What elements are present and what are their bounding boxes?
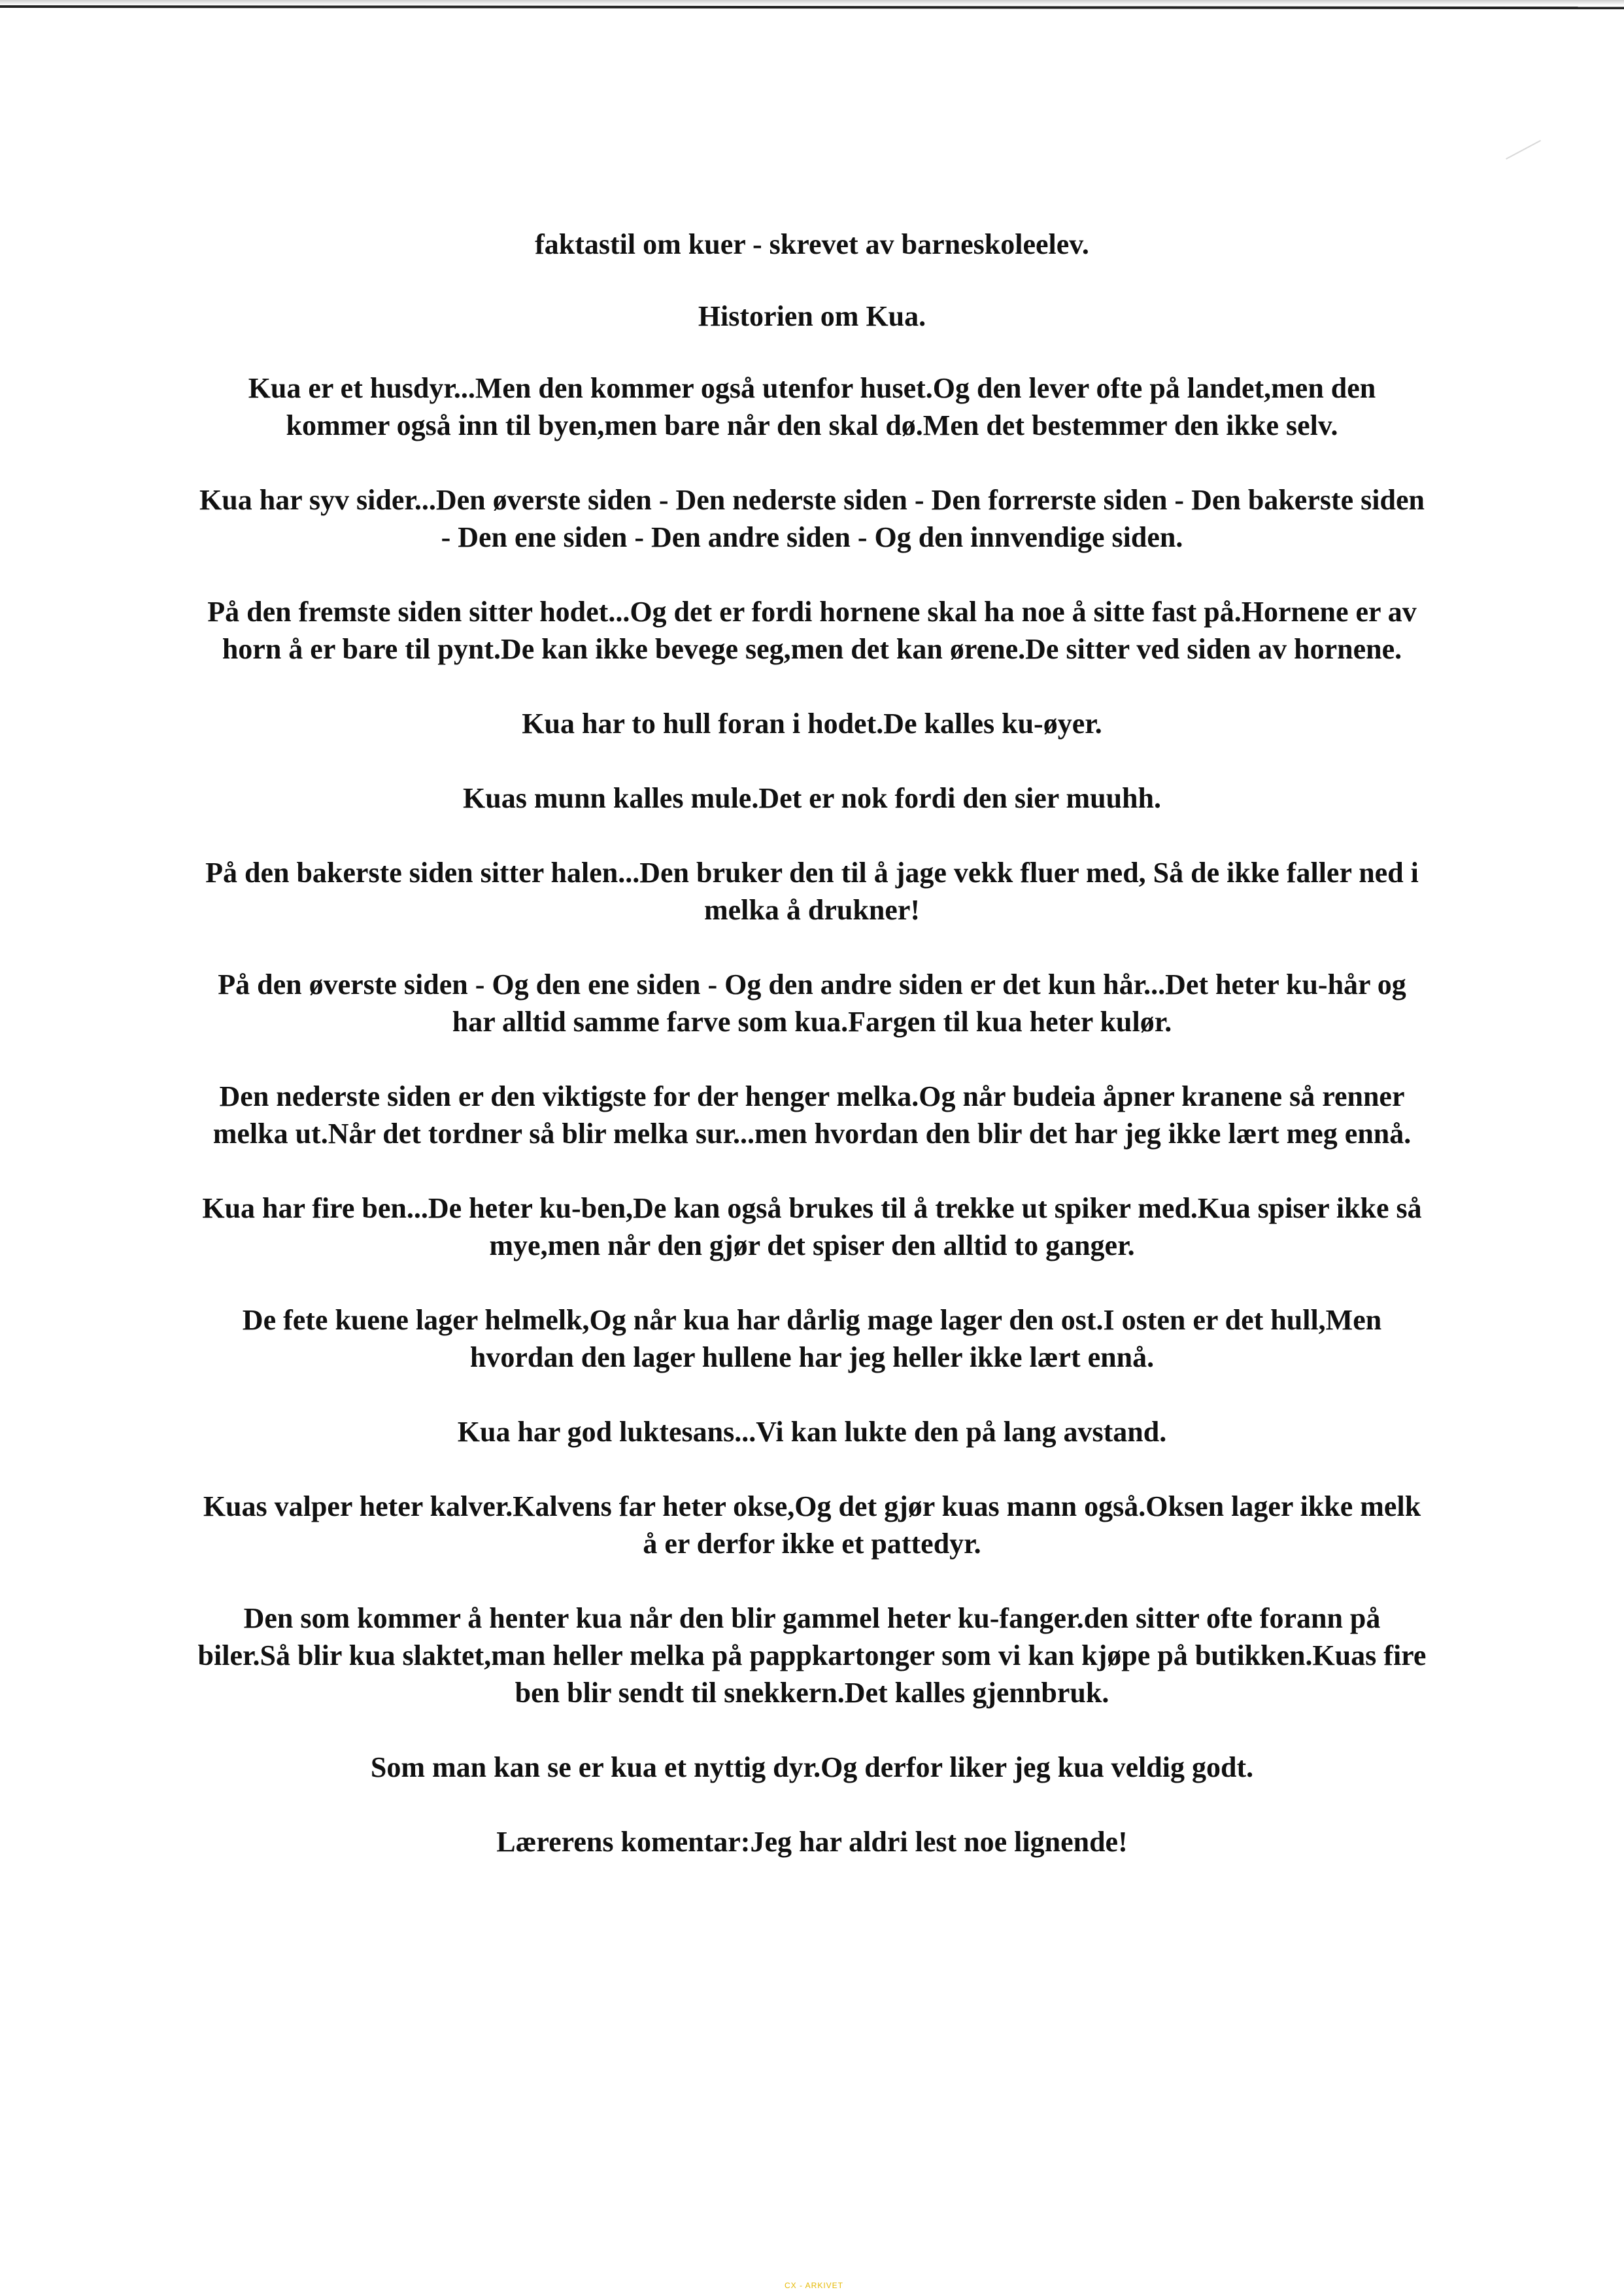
paragraph-1: Kua er et husdyr...Men den kommer også utenfor huset.Og den lever ofte på landet,men den kommer også inn til byen,men bare når den skal dø.Men det bestemmer den ikke selv. [248, 372, 1376, 441]
teacher-comment: Lærerens komentar:Jeg har aldri lest noe lignende! [496, 1826, 1128, 1858]
paragraph-10: De fete kuene lager helmelk,Og når kua har dårlig mage lager den ost.I osten er det hull,Men hvordan den lager hullene har jeg heller ikke lært ennå. [242, 1304, 1382, 1373]
paragraph-13: Den som kommer å henter kua når den blir gammel heter ku-fanger.den sitter ofte forann på biler.Så blir kua slaktet,man heller melka på pappkartonger som vi kan kjøpe på butikken.Kuas fire ben blir sendt til snekkern.Det kalles gjennbruk. [197, 1602, 1427, 1709]
paragraph-12: Kuas valper heter kalver.Kalvens far heter okse,Og det gjør kuas mann også.Oksen lager ikke melk å er derfor ikke et pattedyr. [203, 1490, 1421, 1560]
paragraph-8: Den nederste siden er den viktigste for der henger melka.Og når budeia åpner kranene så renner melka ut.Når det tordner så blir melka sur...men hvordan den blir det har jeg ikke lært meg ennå. [212, 1080, 1412, 1150]
paragraph-11: Kua har god luktesans...Vi kan lukte den på lang avstand. [457, 1416, 1167, 1448]
scan-top-shadow [0, 0, 1624, 5]
paragraph-5: Kuas munn kalles mule.Det er nok fordi den sier muuhh. [463, 782, 1161, 814]
scan-artifact-mark [1506, 140, 1541, 160]
paragraph-6: På den bakerste siden sitter halen...Den bruker den til å jage vekk fluer med, Så de ikke faller ned i melka å drukner! [205, 857, 1419, 926]
paragraph-14: Som man kan se er kua et nyttig dyr.Og derfor liker jeg kua veldig godt. [370, 1751, 1254, 1783]
scan-top-edge [0, 5, 1624, 9]
paragraph-9: Kua har fire ben...De heter ku-ben,De kan også brukes til å trekke ut spiker med.Kua spiser ikke så mye,men når den gjør det spiser den alltid to ganger. [202, 1192, 1422, 1261]
document-subtitle: faktastil om kuer - skrevet av barneskoleelev. [535, 228, 1089, 260]
document-title: Historien om Kua. [698, 300, 926, 332]
paragraph-7: På den øverste siden - Og den ene siden - Og den andre siden er det kun hår...Det heter ku-hår og har alltid samme farve som kua.Fargen til kua heter kulør. [218, 968, 1406, 1038]
paragraph-4: Kua har to hull foran i hodet.De kalles ku-øyer. [522, 708, 1102, 740]
paragraph-2: Kua har syv sider...Den øverste siden - Den nederste siden - Den forrerste siden - Den bakerste siden - Den ene siden - Den andre siden - Og den innvendige siden. [199, 484, 1425, 553]
document-body [196, 226, 1428, 1898]
archive-stamp: CX - ARKIVET [784, 2281, 844, 2290]
paragraph-3: På den fremste siden sitter hodet...Og det er fordi hornene skal ha noe å sitte fast på.Hornene er av horn å er bare til pynt.De kan ikke bevege seg,men det kan ørene.De sitter ved siden av hornene. [207, 596, 1417, 665]
